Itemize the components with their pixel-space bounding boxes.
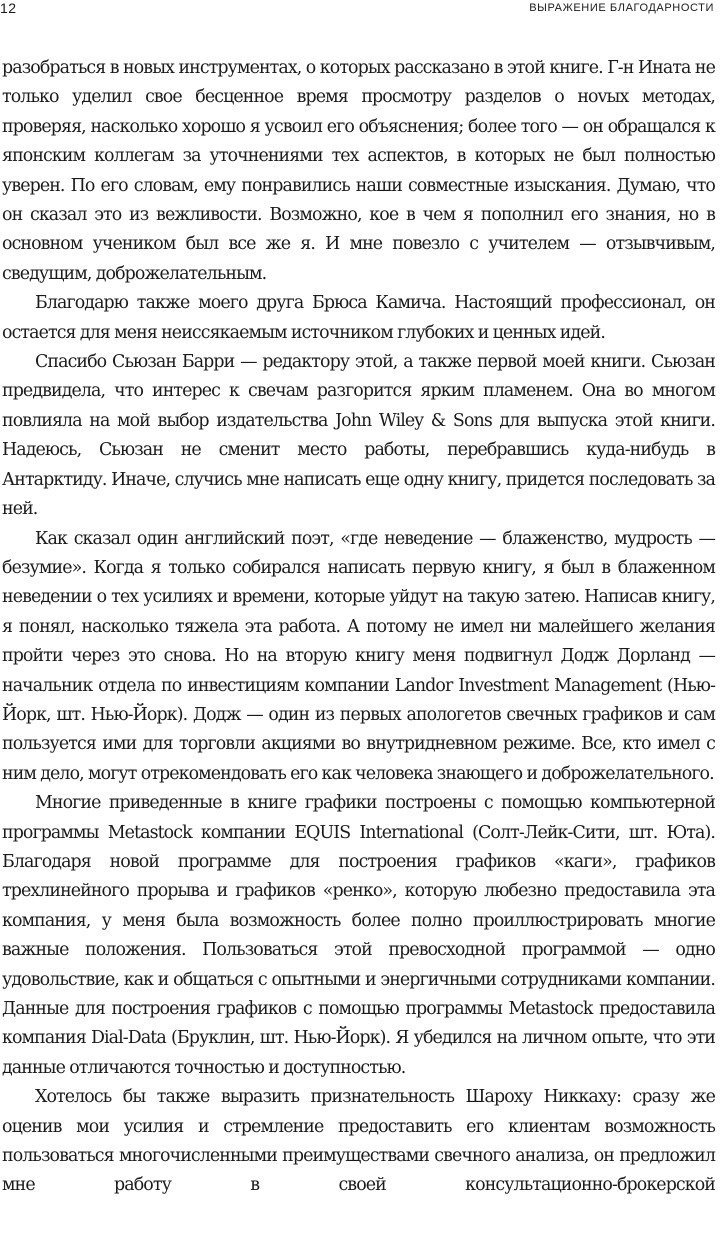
body-text bbox=[2, 54, 715, 1201]
paragraph-dodge-dorland: Как сказал один английский поэт, «где неведение — блаженство, мудрость — безумие». Когда я только собирался написать первую книгу, я был в блаженном неведении о тех усилиях и времени, которые уйдут на такую затею. Написав книгу, я понял, насколько тяжела эта работа. А потому не имел ни малейшего желания пройти через это снова. Но на вторую книгу меня подвигнул Додж Дорланд — начальник отдела по инвестициям компании Landor Investment Management (Нью-Йорк, шт. Нью-Йорк). Додж — один из первых апологетов свечных графиков и сам пользуется ими для торговли акциями во внутридневном режиме. Все, кто имел с ним дело, могут отрекомендовать его как человека знающего и доброжелательного. bbox=[2, 528, 715, 784]
paragraph-sharokh-nikkah: Хотелось бы также выразить признательность Шароху Никкаху: сразу же оценив мои усилия и стремление предоставить его клиентам возможность пользоваться многочисленными преимуществами свечного анализа, он предложил мне работу в своей консультационно-брокерской bbox=[2, 1087, 715, 1196]
paragraph-continued: разобраться в новых инструментах, о которых рассказано в этой книге. Г-н Ината не только уделил свое бесценное время просмотру разделов о ноvых методах, проверяя, насколько хорошо я усвоил его объяснения; более того — он обращался к японским коллегам за уточнениями тех аспектов, в которых не был полностью уверен. По его словам, ему понравились наши совместные изыскания. Думаю, что он сказал это из вежливости. Возможно, кое в чем я пополнил его знания, но в основном учеником был все же я. И мне повезло с учителем — отзывчивым, сведущим, доброжелательным. bbox=[2, 58, 715, 284]
paragraph-bruce-kamich: Благодарю также моего друга Брюса Камича. Настоящий профессионал, он остается для меня неиссякаемым источником глубоких и ценных идей. bbox=[2, 293, 715, 343]
paragraph-metastock: Многие приведенные в книге графики построены с помощью компьютерной программы Metastock компании EQUIS International (Солт-Лейк-Сити, шт. Юта). Благодаря новой программе для построения графиков «каги», графиков трехлинейного прорыва и графиков «ренко», которую любезно предоставила эта компания, у меня была возможность более полно проиллюстрировать многие важные положения. Пользоваться этой превосходной программой — одно удовольствие, как и общаться с опытными и энергичными сотрудниками компании. Данные для построения графиков с помощью программы Metastock предоставила компания Dial-Data (Бруклин, шт. Нью-Йорк). Я убедился на личном опыте, что эти данные отличаются точностью и доступностью. bbox=[2, 793, 715, 1078]
paragraph-susan-barry: Спасибо Сьюзан Барри — редактору этой, а также первой моей книги. Сьюзан предвидела, что интерес к свечам разгорится ярким пламенем. Она во многом повлияла на мой выбор издательства John Wiley & Sons для выпуска этой книги. Надеюсь, Сьюзан не сменит место работы, перебравшись куда-нибудь в Антарктиду. Иначе, случись мне написать еще одну книгу, придется последовать за ней. bbox=[2, 352, 715, 520]
running-head bbox=[0, 0, 720, 22]
page-number: 12 bbox=[0, 0, 17, 16]
section-title: ВЫРАЖЕНИЕ БЛАГОДАРНОСТИ bbox=[529, 2, 714, 14]
